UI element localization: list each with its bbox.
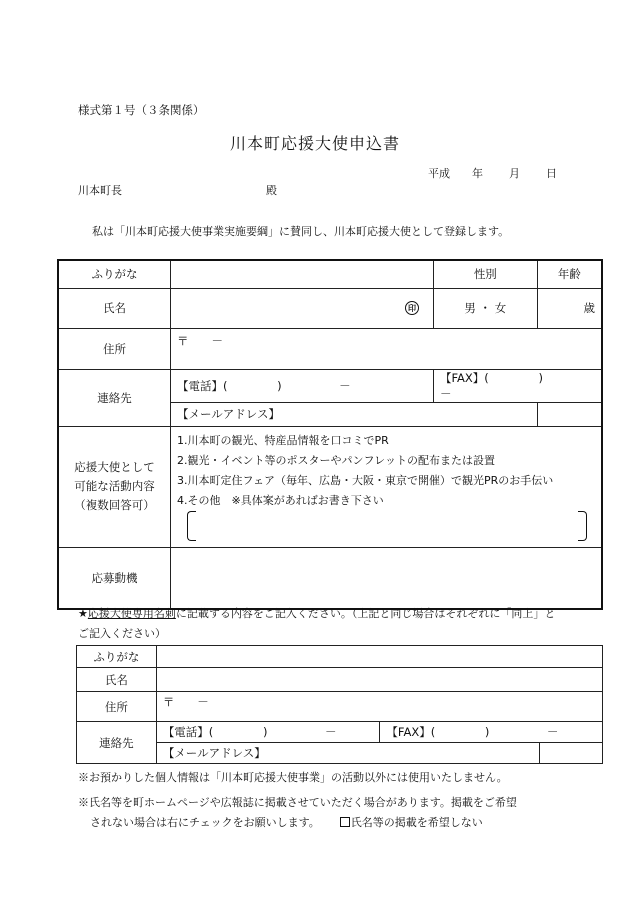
contact-label: 連絡先 xyxy=(58,369,171,426)
age-unit: 歳 xyxy=(583,301,595,315)
card-instruction-rest: に記載する内容をご記入ください。（上記と同じ場合はそれぞれに「同上」とご記入ください） xyxy=(78,607,556,640)
date-line xyxy=(428,165,557,181)
card-furigana-input[interactable] xyxy=(156,646,602,668)
furigana-label: ふりがな xyxy=(58,260,171,288)
card-postal-mark: 〒 － xyxy=(162,695,209,709)
card-furigana-label: ふりがな xyxy=(77,646,157,668)
date-month: 月 xyxy=(509,167,520,180)
date-day: 日 xyxy=(546,167,557,180)
activity-option-2[interactable]: 2.観光・イベント等のポスターやパンフレットの配布または設置 xyxy=(177,453,495,467)
furigana-input[interactable] xyxy=(171,260,434,288)
seal-mark: 印 xyxy=(405,301,419,315)
date-year: 年 xyxy=(472,167,483,180)
gender-options[interactable]: 男 ・ 女 xyxy=(434,288,538,328)
business-card-table xyxy=(76,645,603,764)
address-input[interactable] xyxy=(171,328,602,369)
name-label: 氏名 xyxy=(58,288,171,328)
phone-input[interactable]: 【電話】( ) － xyxy=(171,369,434,402)
addressee-honorific: 殿 xyxy=(266,184,277,197)
activities-label xyxy=(58,426,171,547)
card-instruction xyxy=(78,604,558,644)
addressee-name: 川本町長 xyxy=(78,184,122,197)
opt-out-label[interactable]: 氏名等の掲載を希望しない xyxy=(350,816,483,829)
card-email-input[interactable]: 【メールアドレス】 xyxy=(156,743,539,764)
card-address-input[interactable] xyxy=(156,692,602,722)
card-email-extra-cell xyxy=(540,743,603,764)
intro-text: 私は「川本町応援大使事業実施要綱」に賛同し、川本町応援大使として登録します。 xyxy=(92,225,510,238)
opt-out-checkbox[interactable] xyxy=(340,817,350,827)
email-extra-cell xyxy=(537,402,602,426)
age-label: 年齢 xyxy=(537,260,602,288)
activities-label-line3: （複数回答可） xyxy=(74,498,155,512)
addressee xyxy=(78,182,277,198)
activities-options[interactable] xyxy=(171,426,602,547)
card-name-input[interactable] xyxy=(156,668,602,692)
page-title: 川本町応援大使申込書 xyxy=(229,134,400,153)
date-era: 平成 xyxy=(428,167,450,180)
card-instruction-underlined: 応援大使専用名刺 xyxy=(87,607,176,620)
privacy-note-2-text: されない場合は右にチェックをお願いします。 xyxy=(90,816,320,829)
card-phone-input[interactable]: 【電話】( ) － xyxy=(156,722,380,743)
address-label: 住所 xyxy=(58,328,171,369)
activity-option-3[interactable]: 3.川本町定住フェア（毎年、広島・大阪・東京で開催）で観光PRのお手伝い xyxy=(177,473,554,487)
privacy-note-2-line1: ※氏名等を町ホームページや広報誌に掲載させていただく場合があります。掲載をご希望 xyxy=(78,796,517,809)
privacy-note-2 xyxy=(78,793,558,833)
bracket-left xyxy=(187,511,196,541)
bracket-right xyxy=(578,511,587,541)
postal-mark: 〒 － xyxy=(177,333,224,348)
age-input[interactable] xyxy=(537,288,602,328)
fax-input[interactable]: 【FAX】( ) － xyxy=(434,369,603,402)
activities-label-line2: 可能な活動内容 xyxy=(74,479,155,493)
activities-label-line1: 応援大使として xyxy=(74,460,155,474)
email-input[interactable]: 【メールアドレス】 xyxy=(171,402,538,426)
application-form-table xyxy=(57,259,603,610)
card-name-label: 氏名 xyxy=(77,668,157,692)
name-input[interactable] xyxy=(171,288,434,328)
card-contact-label: 連絡先 xyxy=(77,722,157,764)
star-mark: ★ xyxy=(78,607,88,620)
privacy-note-2-line2 xyxy=(78,813,558,833)
card-address-label: 住所 xyxy=(77,692,157,722)
motive-input[interactable] xyxy=(171,547,602,609)
activity-option-4[interactable]: 4.その他 ※具体案があればお書き下さい xyxy=(177,493,384,507)
card-fax-input[interactable]: 【FAX】( ) － xyxy=(380,722,603,743)
activity-option-1[interactable]: 1.川本町の観光、特産品情報を口コミでPR xyxy=(177,433,389,447)
gender-label: 性別 xyxy=(434,260,538,288)
form-number: 様式第１号（３条関係） xyxy=(78,103,205,117)
motive-label: 応募動機 xyxy=(58,547,171,609)
privacy-note-1: ※お預かりした個人情報は「川本町応援大使事業」の活動以外には使用いたしません。 xyxy=(78,771,508,784)
